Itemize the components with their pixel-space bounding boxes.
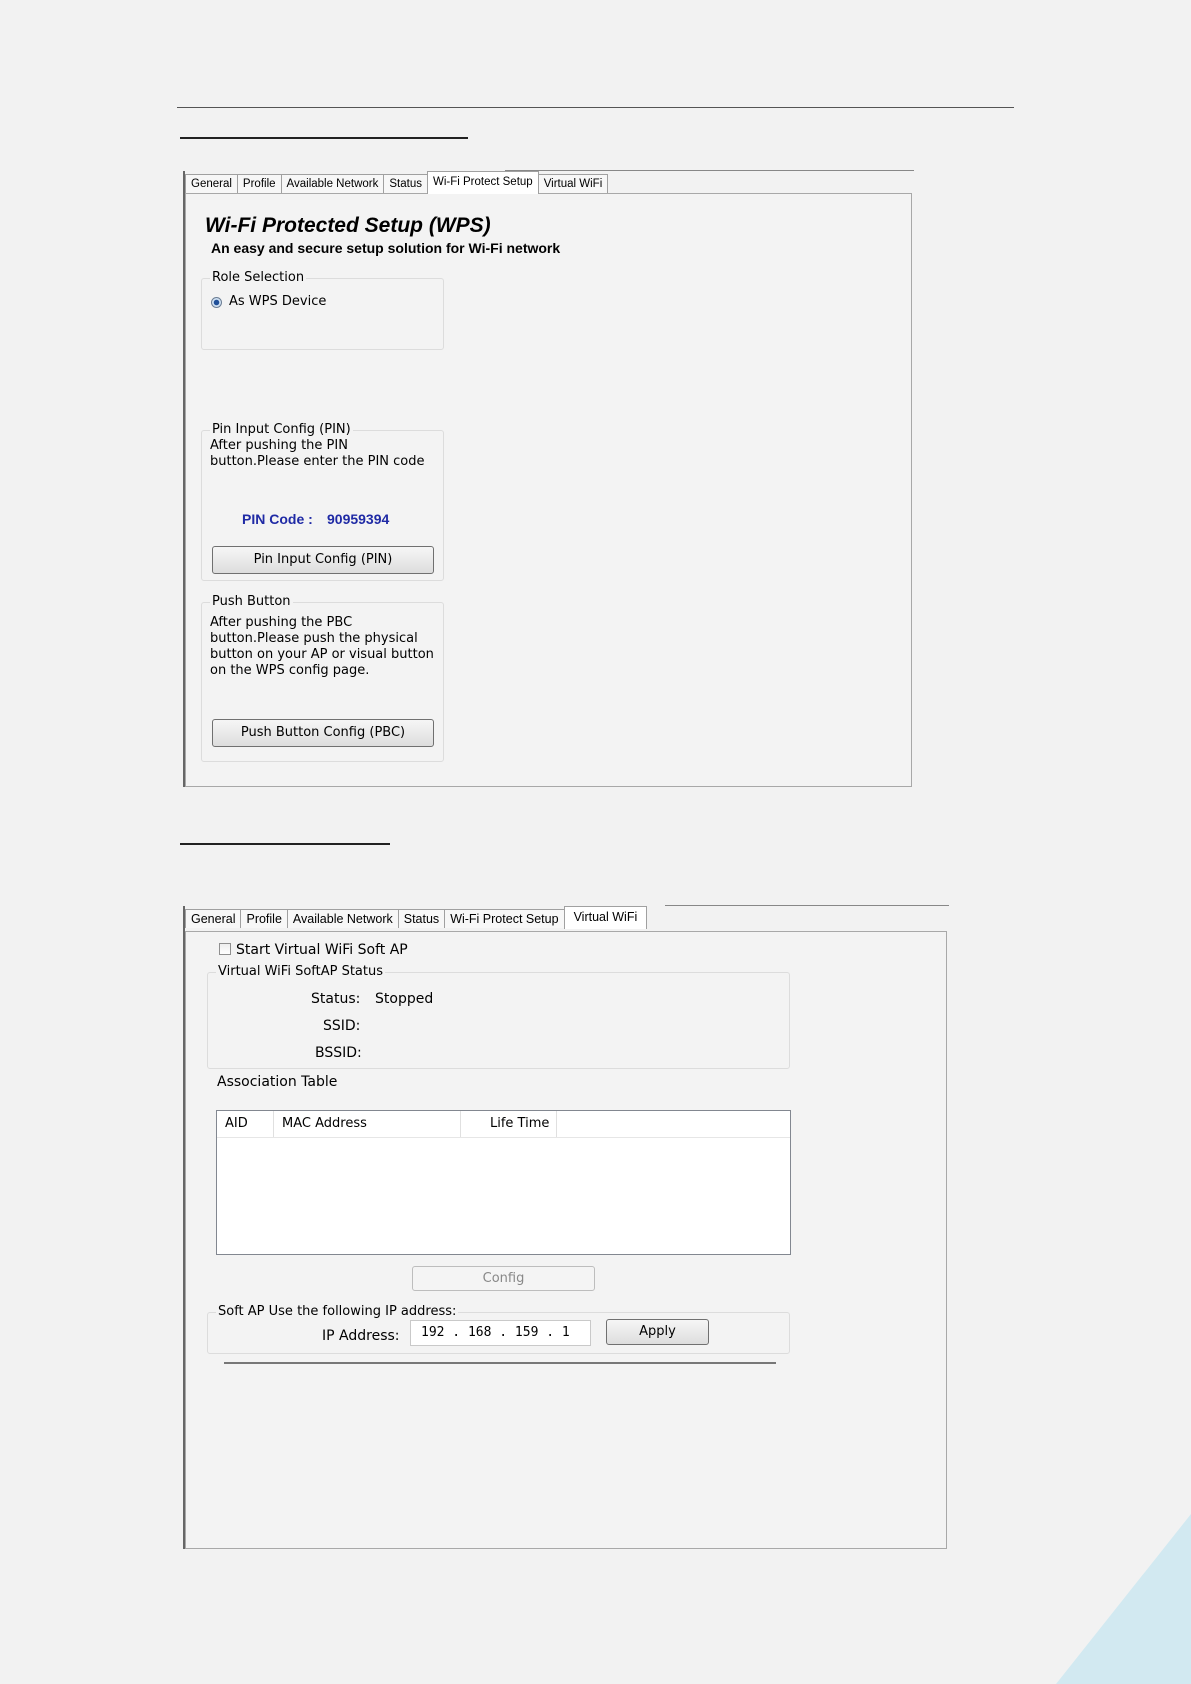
pin-code-value: 90959394 bbox=[327, 511, 390, 527]
pin-input-group bbox=[201, 422, 444, 581]
tab-virtual-wifi[interactable]: Virtual WiFi bbox=[564, 906, 648, 929]
ip-address-label: IP Address: bbox=[322, 1328, 400, 1344]
section-heading-underline bbox=[180, 137, 468, 139]
page-subtitle: An easy and secure setup solution for Wi-Fi network bbox=[211, 240, 561, 256]
config-button[interactable]: Config bbox=[412, 1266, 595, 1291]
pin-input-config-button[interactable]: Pin Input Config (PIN) bbox=[212, 546, 434, 574]
pbc-desc-line: button.Please push the physical bbox=[210, 631, 418, 646]
pbc-desc-line: After pushing the PBC bbox=[210, 615, 353, 630]
virtual-wifi-window bbox=[185, 906, 949, 1549]
panel-separator bbox=[224, 1362, 776, 1364]
column-header-life-time[interactable]: Life Time bbox=[461, 1111, 557, 1137]
corner-decoration bbox=[1056, 1514, 1191, 1684]
softap-ip-group bbox=[207, 1304, 790, 1354]
virtual-wifi-panel bbox=[185, 931, 947, 1549]
pbc-desc-line: on the WPS config page. bbox=[210, 663, 370, 678]
tab-profile[interactable]: Profile bbox=[240, 909, 287, 928]
softap-status-group bbox=[207, 964, 790, 1069]
tab-general[interactable]: General bbox=[185, 909, 241, 928]
table-header-divider bbox=[217, 1137, 790, 1138]
tab-profile[interactable]: Profile bbox=[237, 174, 282, 193]
association-table[interactable] bbox=[216, 1110, 791, 1255]
tab-bar bbox=[185, 171, 607, 193]
page-title: Wi-Fi Protected Setup (WPS) bbox=[205, 214, 491, 237]
tab-wifi-protect-setup[interactable]: Wi-Fi Protect Setup bbox=[444, 909, 564, 928]
softap-ip-legend: Soft AP Use the following IP address: bbox=[218, 1304, 457, 1319]
softap-status-legend: Virtual WiFi SoftAP Status bbox=[218, 964, 384, 979]
pbc-desc-line: button on your AP or visual button bbox=[210, 647, 434, 662]
status-value: Stopped bbox=[375, 991, 434, 1007]
association-table-label: Association Table bbox=[217, 1074, 338, 1090]
bssid-label: BSSID: bbox=[315, 1045, 362, 1061]
ip-address-field[interactable]: 192 . 168 . 159 . 1 bbox=[410, 1320, 591, 1346]
wps-device-label[interactable]: As WPS Device bbox=[229, 294, 327, 309]
apply-button[interactable]: Apply bbox=[606, 1319, 709, 1345]
tab-strip-line bbox=[665, 905, 949, 906]
tab-bar bbox=[185, 906, 646, 928]
pin-code-label: PIN Code : bbox=[242, 511, 313, 527]
push-button-config-button[interactable]: Push Button Config (PBC) bbox=[212, 719, 434, 747]
wps-panel bbox=[185, 193, 912, 787]
status-label: Status: bbox=[311, 991, 361, 1007]
section-heading-underline bbox=[180, 843, 390, 845]
column-header-mac-address[interactable]: MAC Address bbox=[274, 1111, 461, 1137]
push-button-group bbox=[201, 594, 444, 762]
ssid-label: SSID: bbox=[323, 1018, 361, 1034]
tab-status[interactable]: Status bbox=[398, 909, 445, 928]
tab-available-network[interactable]: Available Network bbox=[281, 174, 385, 193]
tab-wifi-protect-setup[interactable]: Wi-Fi Protect Setup bbox=[427, 171, 539, 194]
column-header-aid[interactable]: AID bbox=[217, 1111, 274, 1137]
wps-device-radio[interactable] bbox=[211, 297, 222, 308]
tab-status[interactable]: Status bbox=[383, 174, 428, 193]
push-button-legend: Push Button bbox=[212, 594, 291, 609]
tab-virtual-wifi[interactable]: Virtual WiFi bbox=[538, 174, 609, 193]
tab-available-network[interactable]: Available Network bbox=[287, 909, 399, 928]
start-softap-label[interactable]: Start Virtual WiFi Soft AP bbox=[236, 942, 408, 958]
pin-input-legend: Pin Input Config (PIN) bbox=[212, 422, 351, 437]
header-rule bbox=[177, 107, 1014, 108]
start-softap-checkbox[interactable] bbox=[219, 943, 231, 955]
wps-window bbox=[185, 171, 914, 787]
role-selection-group bbox=[201, 270, 444, 350]
role-selection-legend: Role Selection bbox=[212, 270, 305, 285]
pin-desc-line: button.Please enter the PIN code bbox=[210, 454, 425, 469]
tab-general[interactable]: General bbox=[185, 174, 238, 193]
pin-desc-line: After pushing the PIN bbox=[210, 438, 348, 453]
